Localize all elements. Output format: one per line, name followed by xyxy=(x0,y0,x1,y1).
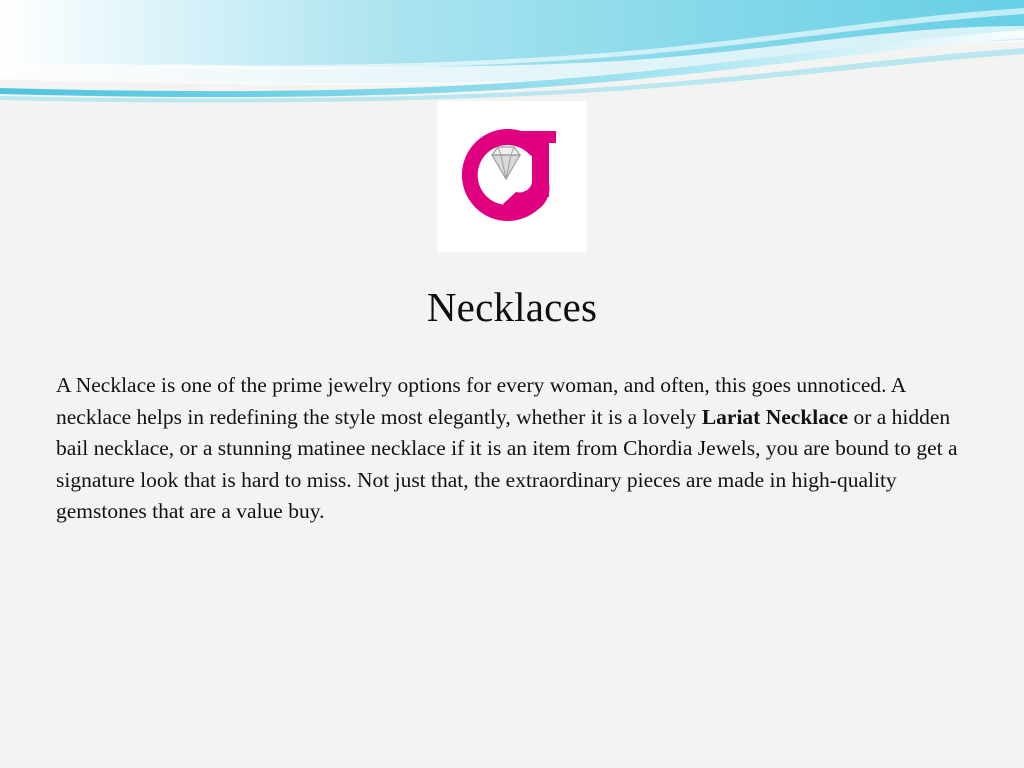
chordia-jewels-logo-icon xyxy=(446,117,578,237)
body-text-run: or a hidden bail necklace, or a stunning matinee necklace if it is an item from Chordia Jewels, you are bound to get a signature look that is hard to miss. Not just that, the extraordinary pieces are made in high-quality gemstones that are a value buy. xyxy=(56,404,958,523)
body-text-emphasis: Lariat Necklace xyxy=(701,404,849,429)
body-text-run: A Necklace is one of the prime jewelry options for every woman, and often, this goes unnoticed. A necklace helps in redefining the style most elegantly, whether it is a lovely xyxy=(56,373,906,429)
body-paragraph xyxy=(56,370,980,528)
logo-container xyxy=(437,101,587,252)
page-title: Necklaces xyxy=(426,284,598,330)
